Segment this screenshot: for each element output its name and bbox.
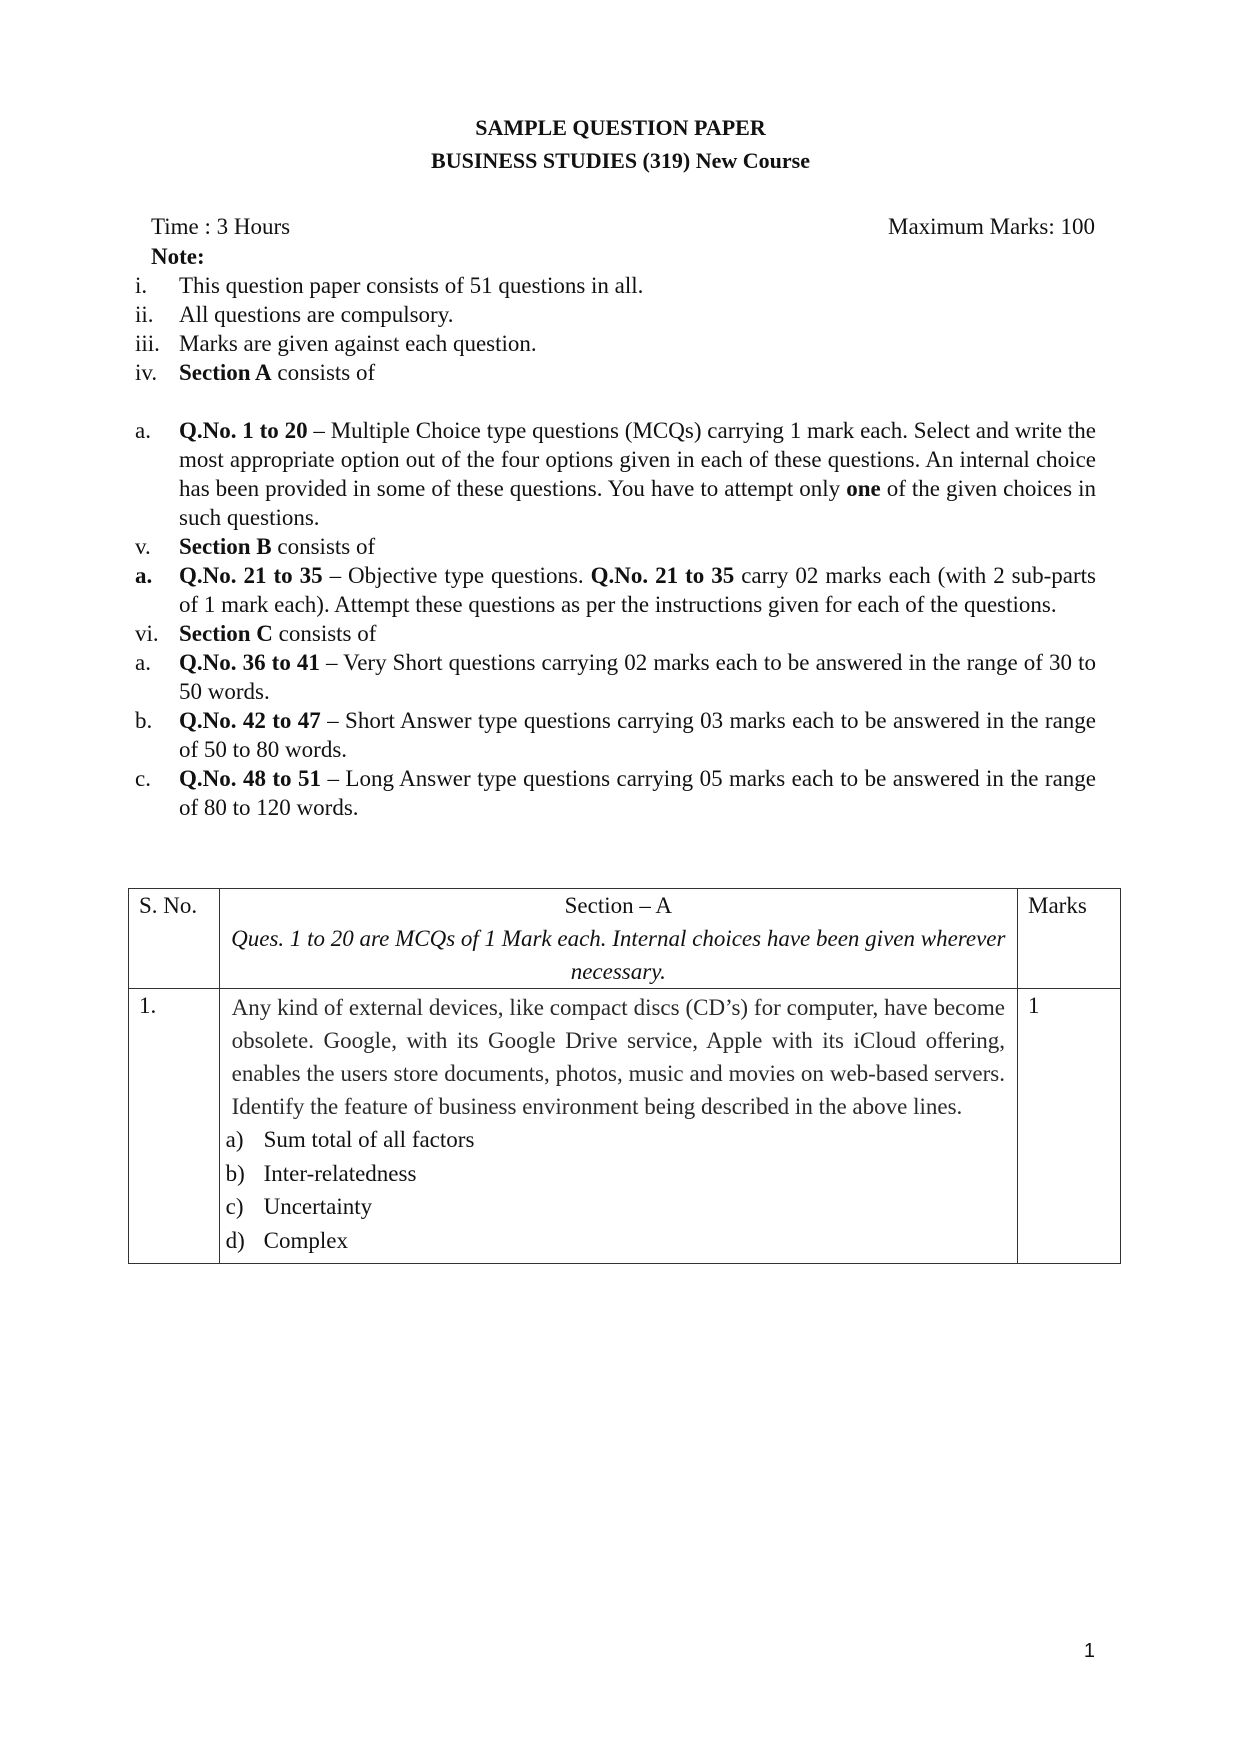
note-item-bold: one	[846, 476, 881, 501]
note-item-number: ii.	[135, 302, 154, 327]
question-table	[128, 888, 1121, 1264]
note-item-number: c.	[135, 766, 151, 791]
note-item-number: i.	[135, 273, 148, 298]
note-item-rest: – Objective type questions.	[322, 563, 591, 588]
option-list	[220, 1123, 1017, 1263]
note-item-number: a.	[135, 650, 151, 675]
note-item-text	[179, 532, 1096, 561]
paper-title: SAMPLE QUESTION PAPER	[475, 115, 766, 140]
time-allowed: Time : 3 Hours	[151, 214, 291, 239]
note-item-bold: Section A	[179, 360, 272, 385]
note-item-text	[179, 648, 1096, 706]
option-d	[226, 1224, 1017, 1258]
note-item-number: vi.	[135, 621, 159, 646]
note-item-bold: Q.No. 21 to 35	[590, 563, 735, 588]
note-item-number: a.	[135, 563, 153, 588]
note-item-bold: Q.No. 1 to 20	[179, 418, 308, 443]
note-item-bold: Q.No. 21 to 35	[179, 563, 323, 588]
note-item-text: Marks are given against each question.	[179, 331, 537, 356]
sno-header: S. No.	[129, 889, 220, 989]
marks-header: Marks	[1018, 889, 1121, 989]
page-number: 1	[1083, 1640, 1095, 1662]
option-c	[226, 1190, 1017, 1224]
note-item	[0, 648, 1241, 706]
table-header-row	[129, 889, 1121, 989]
note-item	[0, 706, 1241, 764]
note-item	[0, 619, 1241, 648]
note-item-rest: consists of	[271, 360, 376, 385]
question-cell	[219, 989, 1017, 1264]
question-text: Any kind of external devices, like compact discs (CD’s) for computer, have become obsolete. Google, with its Google Drive service, Apple with its iCloud offering, enables the users store documents, photos, music and movies on web-based servers. Identify the feature of business environment being described in the above lines.	[231, 995, 1005, 1119]
note-item	[0, 358, 1241, 387]
note-item-number: v.	[135, 534, 151, 559]
paper-subtitle: BUSINESS STUDIES (319) New Course	[431, 148, 810, 173]
note-list	[0, 271, 1241, 822]
note-item	[0, 271, 1241, 300]
section-header	[219, 889, 1017, 989]
note-item	[0, 416, 1241, 532]
note-item-number: a.	[135, 418, 151, 443]
maximum-marks: Maximum Marks: 100	[888, 214, 1095, 239]
option-text: Sum total of all factors	[263, 1127, 475, 1152]
note-item-bold: Section C	[179, 621, 273, 646]
note-item	[0, 561, 1241, 619]
note-item-rest: of the given choices in such questions.	[179, 476, 1096, 530]
note-item-text	[179, 619, 1096, 648]
note-item-bold: Q.No. 48 to 51	[179, 766, 322, 791]
note-item-text	[179, 706, 1096, 764]
note-item-rest: – Long Answer type questions carrying 05 marks each to be answered in the range of 80 to 120 words.	[179, 766, 1096, 820]
note-item-rest: carry 02 marks each (with 2 sub-parts of 1 mark each). Attempt these questions as per the instructions given for each of the questions.	[179, 563, 1096, 617]
option-label: c)	[225, 1194, 244, 1219]
note-item-rest: – Very Short questions carrying 02 marks each to be answered in the range of 30 to 50 words.	[179, 650, 1096, 704]
note-item-bold: Q.No. 36 to 41	[179, 650, 320, 675]
note-item-text: All questions are compulsory.	[179, 302, 454, 327]
note-item	[0, 532, 1241, 561]
section-title: Section – A	[564, 893, 672, 918]
option-label: b)	[225, 1160, 245, 1186]
note-item-text	[179, 416, 1096, 532]
option-a	[226, 1123, 1017, 1157]
note-item-text	[179, 764, 1096, 822]
option-label: a)	[225, 1127, 244, 1152]
note-item-number: b.	[135, 708, 153, 733]
question-marks: 1	[1018, 989, 1121, 1264]
option-text: Inter-relatedness	[263, 1160, 417, 1186]
option-text: Uncertainty	[263, 1194, 373, 1219]
note-heading: Note:	[151, 244, 205, 269]
note-item-bold: Q.No. 42 to 47	[179, 708, 321, 733]
note-item-text: This question paper consists of 51 questions in all.	[179, 273, 644, 298]
section-subtitle: Ques. 1 to 20 are MCQs of 1 Mark each. Internal choices have been given wherever necessary.	[231, 926, 1006, 984]
table-row	[129, 989, 1121, 1264]
note-item-rest: – Multiple Choice type questions (MCQs) carrying 1 mark each. Select and write the most appropriate option out of the four options given in each of these questions. An internal choice has been provided in some of these questions. You have to attempt only	[179, 418, 1096, 501]
note-item-number: iv.	[135, 360, 158, 385]
note-item-bold: Section B	[179, 534, 272, 559]
note-item-number: iii.	[135, 331, 160, 356]
option-text: Complex	[263, 1227, 348, 1253]
option-b	[226, 1157, 1017, 1191]
note-item	[0, 300, 1241, 329]
option-label: d)	[225, 1227, 245, 1253]
note-item-text	[179, 358, 1096, 387]
note-item-rest: consists of	[271, 534, 376, 559]
note-item-rest: consists of	[272, 621, 377, 646]
note-item-text	[179, 561, 1096, 619]
note-item	[0, 329, 1241, 358]
question-number: 1.	[129, 989, 220, 1264]
note-item	[0, 764, 1241, 822]
note-item-rest: – Short Answer type questions carrying 03 marks each to be answered in the range of 50 to 80 words.	[179, 708, 1096, 762]
